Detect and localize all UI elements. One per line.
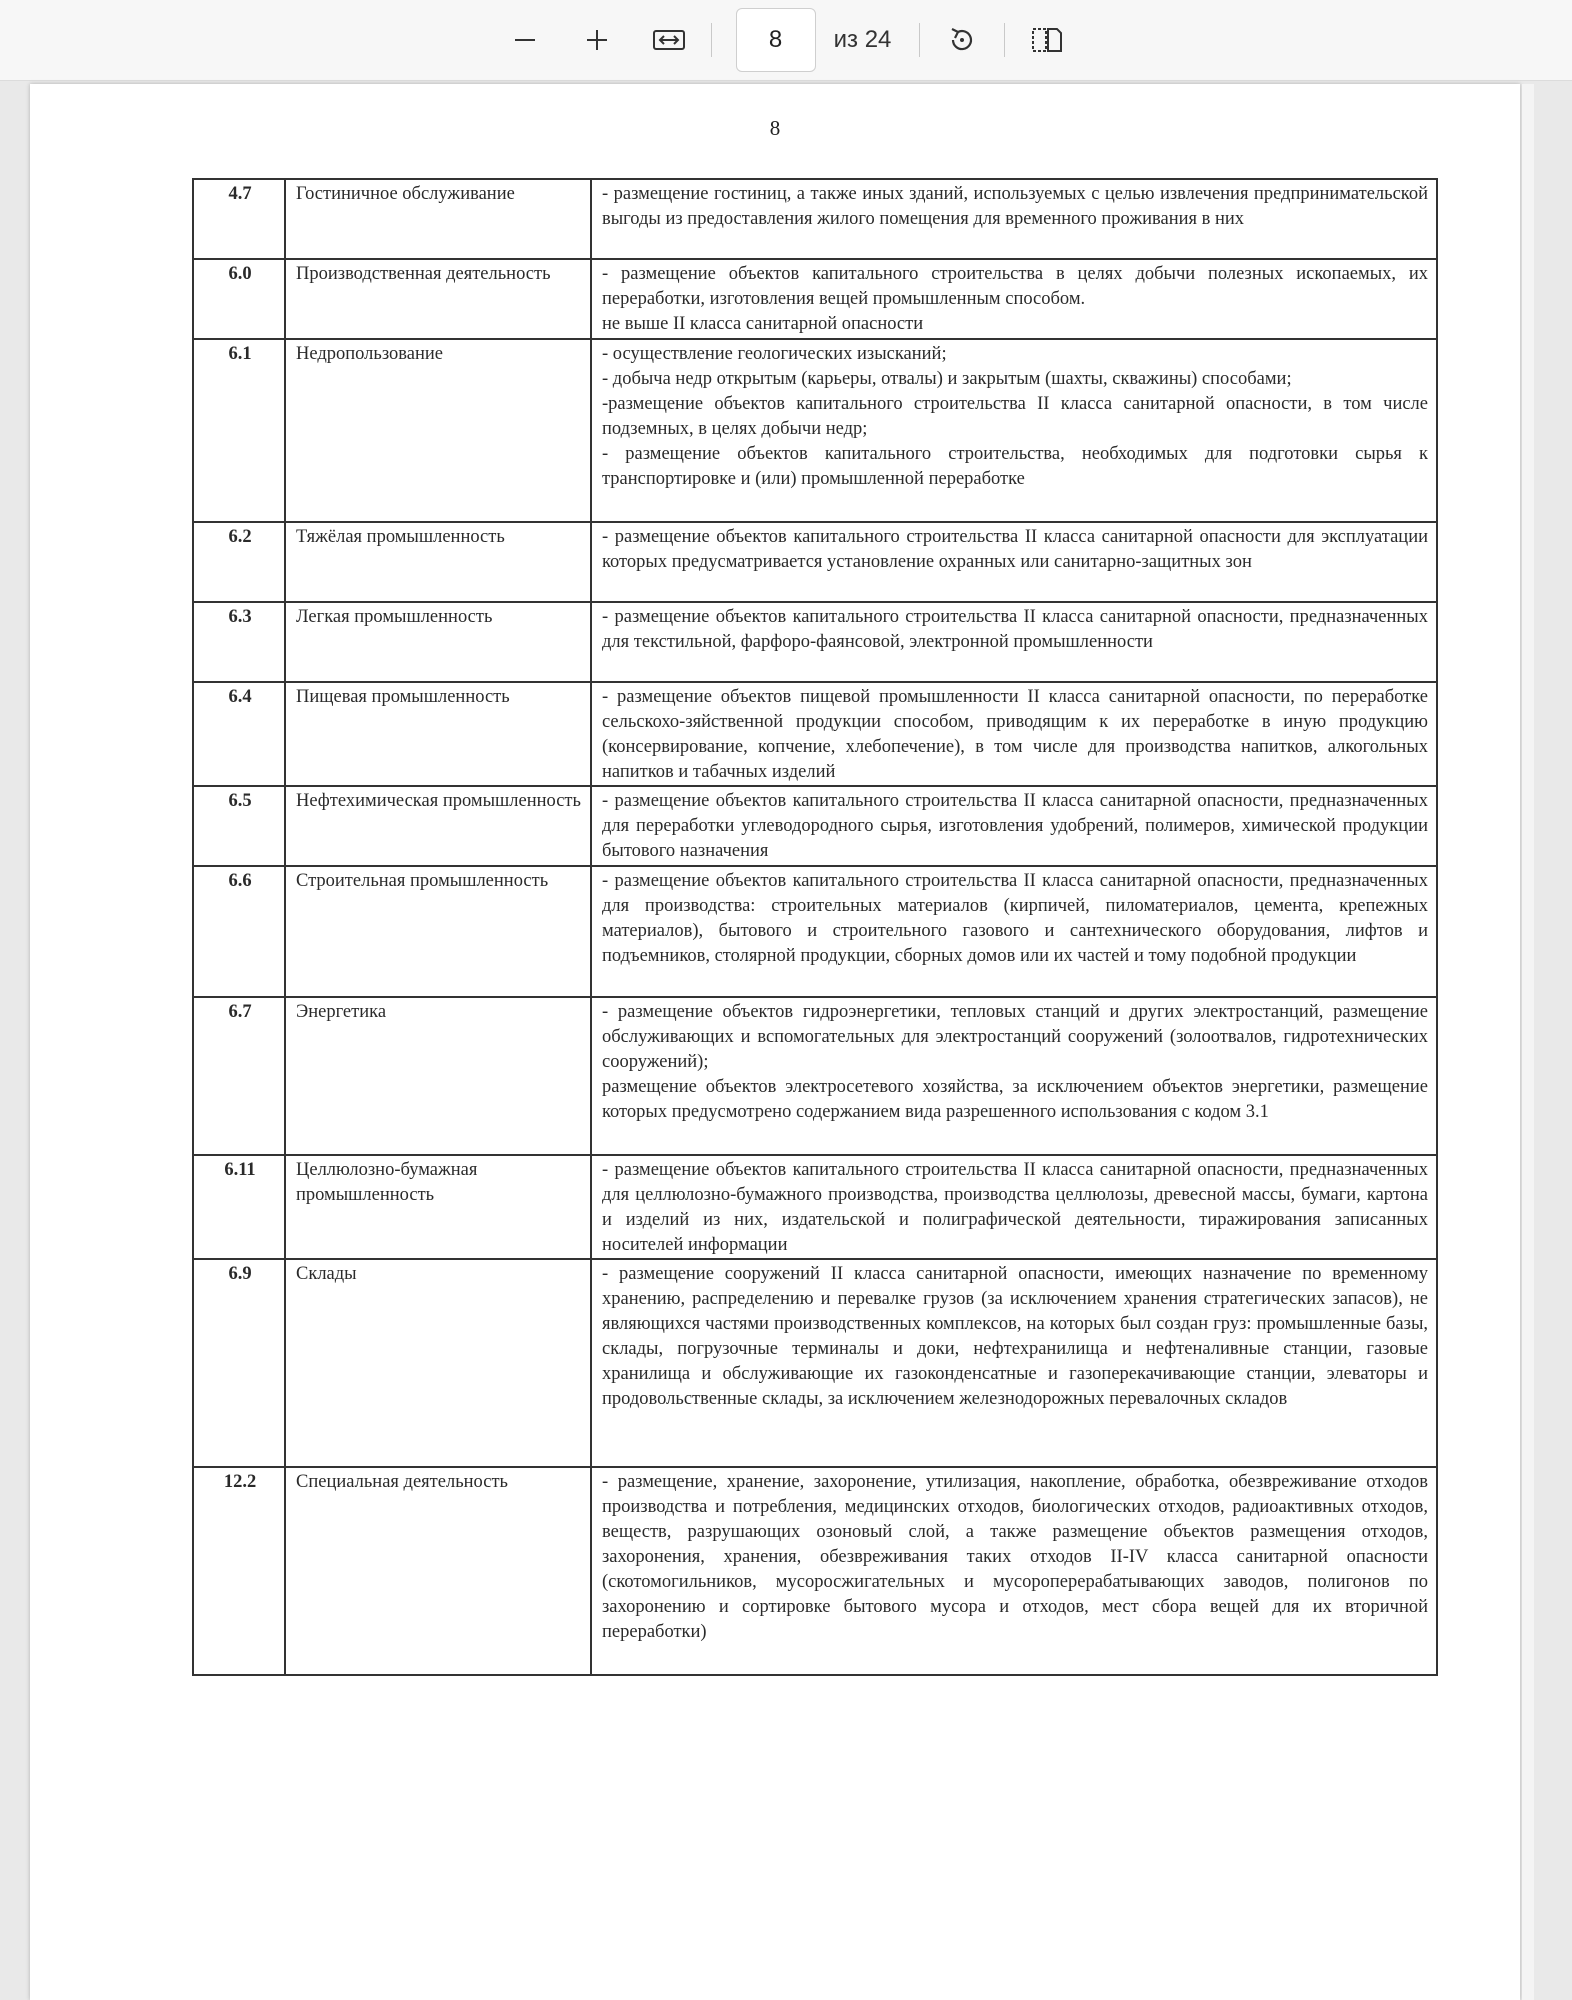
pdf-viewer-toolbar	[0, 0, 1572, 81]
use-description-cell	[591, 522, 1437, 602]
description-paragraph: - размещение гостиниц, а также иных зданий, используемых с целью извлечения предпринимательской выгоды из предоставления жилого помещения для временного проживания в них	[602, 184, 1428, 229]
page-edge	[1522, 84, 1534, 2000]
use-code-cell: 6.7	[193, 997, 285, 1155]
description-paragraph: - размещение сооружений II класса санитарной опасности, имеющих назначение по временному хранению, распределению и перевалке грузов (за исключением хранения стратегических запасов), не являющихся частями производственных комплексов, на которых был создан груз: промышленные базы, склады, погрузочные терминалы и доки, нефтехранилища и нефтеналивные станции, газовые хранилища и обслуживающие их газоконденсатные и газоперекачивающие станции, элеваторы и продовольственные склады, за исключением железнодорожных перевалочных складов	[602, 1264, 1428, 1409]
use-description-cell	[591, 786, 1437, 866]
use-code-cell: 6.3	[193, 602, 285, 682]
table-body	[193, 179, 1437, 1675]
document-page	[30, 84, 1520, 2000]
description-paragraph: - размещение объектов капитального строительства в целях добычи полезных ископаемых, их переработки, изготовления вещей промышленным способом.	[602, 264, 1428, 309]
table-row	[193, 1467, 1437, 1675]
use-code-cell: 12.2	[193, 1467, 285, 1675]
use-code-cell: 6.9	[193, 1259, 285, 1467]
use-name-cell: Нефтехимическая промышленность	[285, 786, 591, 866]
table-row	[193, 1259, 1437, 1467]
table-row	[193, 997, 1437, 1155]
use-code-cell: 6.6	[193, 866, 285, 997]
page-number-input[interactable]	[736, 8, 816, 72]
use-description-cell	[591, 1259, 1437, 1467]
use-name-cell: Гостиничное обслуживание	[285, 179, 591, 259]
page-number: 8	[769, 116, 781, 140]
description-paragraph: - осуществление геологических изысканий;	[602, 344, 947, 364]
description-paragraph: - размещение объектов пищевой промышленности II класса санитарной опасности, по переработке сельскохо-зяйственной продукции способом, приводящим к их переработке в иную продукцию (консервирование, копчение, хлебопечение), в том числе для производства напитков, алкогольных напитков и табачных изделий	[602, 687, 1428, 782]
use-code-cell: 6.1	[193, 339, 285, 522]
two-page-view-icon	[1030, 25, 1064, 55]
table-row	[193, 522, 1437, 602]
description-paragraph: - размещение объектов капитального строительства II класса санитарной опасности, предназначенных для производства: строительных материалов (кирпичей, пиломатериалов, цемента, крепежных материалов), бытового и строительного газового и сантехнического оборудования, лифтов и подъемников, столярной продукции, сборных домов или их частей и тому подобной продукции	[602, 871, 1428, 966]
table-row	[193, 786, 1437, 866]
description-paragraph: - размещение, хранение, захоронение, утилизация, накопление, обработка, обезвреживание отходов производства и потребления, медицинских отходов, биологических отходов, радиоактивных отходов, веществ, разрушающих озоновый слой, а также размещение объектов размещения отходов, захоронения, хранения, обезвреживания таких отходов II-IV класса санитарной опасности (скотомогильников, мусоросжигательных и мусороперерабатывающих заводов, полигонов по захоронению и сортировке бытового мусора и отходов, мест сбора вещей для их вторичной переработки)	[602, 1472, 1428, 1642]
use-name-cell: Склады	[285, 1259, 591, 1467]
zoom-in-button[interactable]	[569, 12, 625, 68]
use-name-cell: Специальная деятельность	[285, 1467, 591, 1675]
rotate-icon	[946, 24, 978, 56]
rotate-button[interactable]	[934, 12, 990, 68]
use-code-cell: 6.11	[193, 1155, 285, 1259]
description-paragraph: размещение объектов электросетевого хозяйства, за исключением объектов энергетики, размещение которых предусмотрено содержанием вида разрешенного использования с кодом 3.1	[602, 1077, 1428, 1122]
zoom-in-icon	[583, 26, 611, 54]
land-use-table	[192, 178, 1438, 1676]
use-name-cell: Целлюлозно-бумажная промышленность	[285, 1155, 591, 1259]
toolbar-divider	[711, 23, 712, 57]
zoom-out-icon	[511, 26, 539, 54]
use-description-cell	[591, 866, 1437, 997]
use-description-cell	[591, 1467, 1437, 1675]
use-description-cell	[591, 179, 1437, 259]
use-code-cell: 6.2	[193, 522, 285, 602]
fit-width-button[interactable]	[641, 12, 697, 68]
description-paragraph: - размещение объектов капитального строительства II класса санитарной опасности, предназначенных для целлюлозно-бумажного производства, производства целлюлозы, древесной массы, бумаги, картона и изделий из них, издательской и полиграфической деятельности, тиражирования записанных носителей информации	[602, 1160, 1428, 1255]
use-description-cell	[591, 602, 1437, 682]
table-row	[193, 866, 1437, 997]
use-description-cell	[591, 682, 1437, 786]
use-name-cell: Энергетика	[285, 997, 591, 1155]
use-description-cell	[591, 259, 1437, 339]
use-name-cell: Производственная деятельность	[285, 259, 591, 339]
use-code-cell: 4.7	[193, 179, 285, 259]
table-row	[193, 259, 1437, 339]
use-name-cell: Строительная промышленность	[285, 866, 591, 997]
use-code-cell: 6.4	[193, 682, 285, 786]
description-paragraph: - размещение объектов капитального строительства II класса санитарной опасности для эксплуатации которых предусматривается установление охранных или санитарно-защитных зон	[602, 527, 1428, 572]
table-row	[193, 602, 1437, 682]
page-total-label: из 24	[833, 26, 892, 53]
description-paragraph: - размещение объектов гидроэнергетики, тепловых станций и других электростанций, размещение обслуживающих и вспомогательных для электростанций сооружений (золоотвалов, гидротехнических сооружений);	[602, 1002, 1428, 1072]
table-row	[193, 682, 1437, 786]
description-paragraph: - размещение объектов капитального строительства II класса санитарной опасности, предназначенных для переработки углеводородного сырья, изготовления удобрений, полимеров, химической продукции бытового назначения	[602, 791, 1428, 861]
description-paragraph: - размещение объектов капитального строительства, необходимых для подготовки сырья к транспортировке и (или) промышленной переработке	[602, 444, 1428, 489]
use-description-cell	[591, 1155, 1437, 1259]
two-page-view-button[interactable]	[1019, 12, 1075, 68]
description-paragraph: не выше II класса санитарной опасности	[602, 314, 924, 334]
table-row	[193, 179, 1437, 259]
use-name-cell: Легкая промышленность	[285, 602, 591, 682]
table-row	[193, 339, 1437, 522]
use-code-cell: 6.5	[193, 786, 285, 866]
use-description-cell	[591, 339, 1437, 522]
toolbar-divider	[919, 23, 920, 57]
use-code-cell: 6.0	[193, 259, 285, 339]
use-description-cell	[591, 997, 1437, 1155]
use-name-cell: Недропользование	[285, 339, 591, 522]
description-paragraph: - добыча недр открытым (карьеры, отвалы) и закрытым (шахты, скважины) способами;	[602, 369, 1292, 389]
description-paragraph: - размещение объектов капитального строительства II класса санитарной опасности, предназначенных для текстильной, фарфоро-фаянсовой, электронной промышленности	[602, 607, 1428, 652]
use-name-cell: Пищевая промышленность	[285, 682, 591, 786]
toolbar-divider	[1004, 23, 1005, 57]
table-row	[193, 1155, 1437, 1259]
use-name-cell: Тяжёлая промышленность	[285, 522, 591, 602]
zoom-out-button[interactable]	[497, 12, 553, 68]
description-paragraph: -размещение объектов капитального строительства II класса санитарной опасности, в том числе подземных, в целях добычи недр;	[602, 394, 1428, 439]
fit-width-icon	[652, 26, 686, 54]
